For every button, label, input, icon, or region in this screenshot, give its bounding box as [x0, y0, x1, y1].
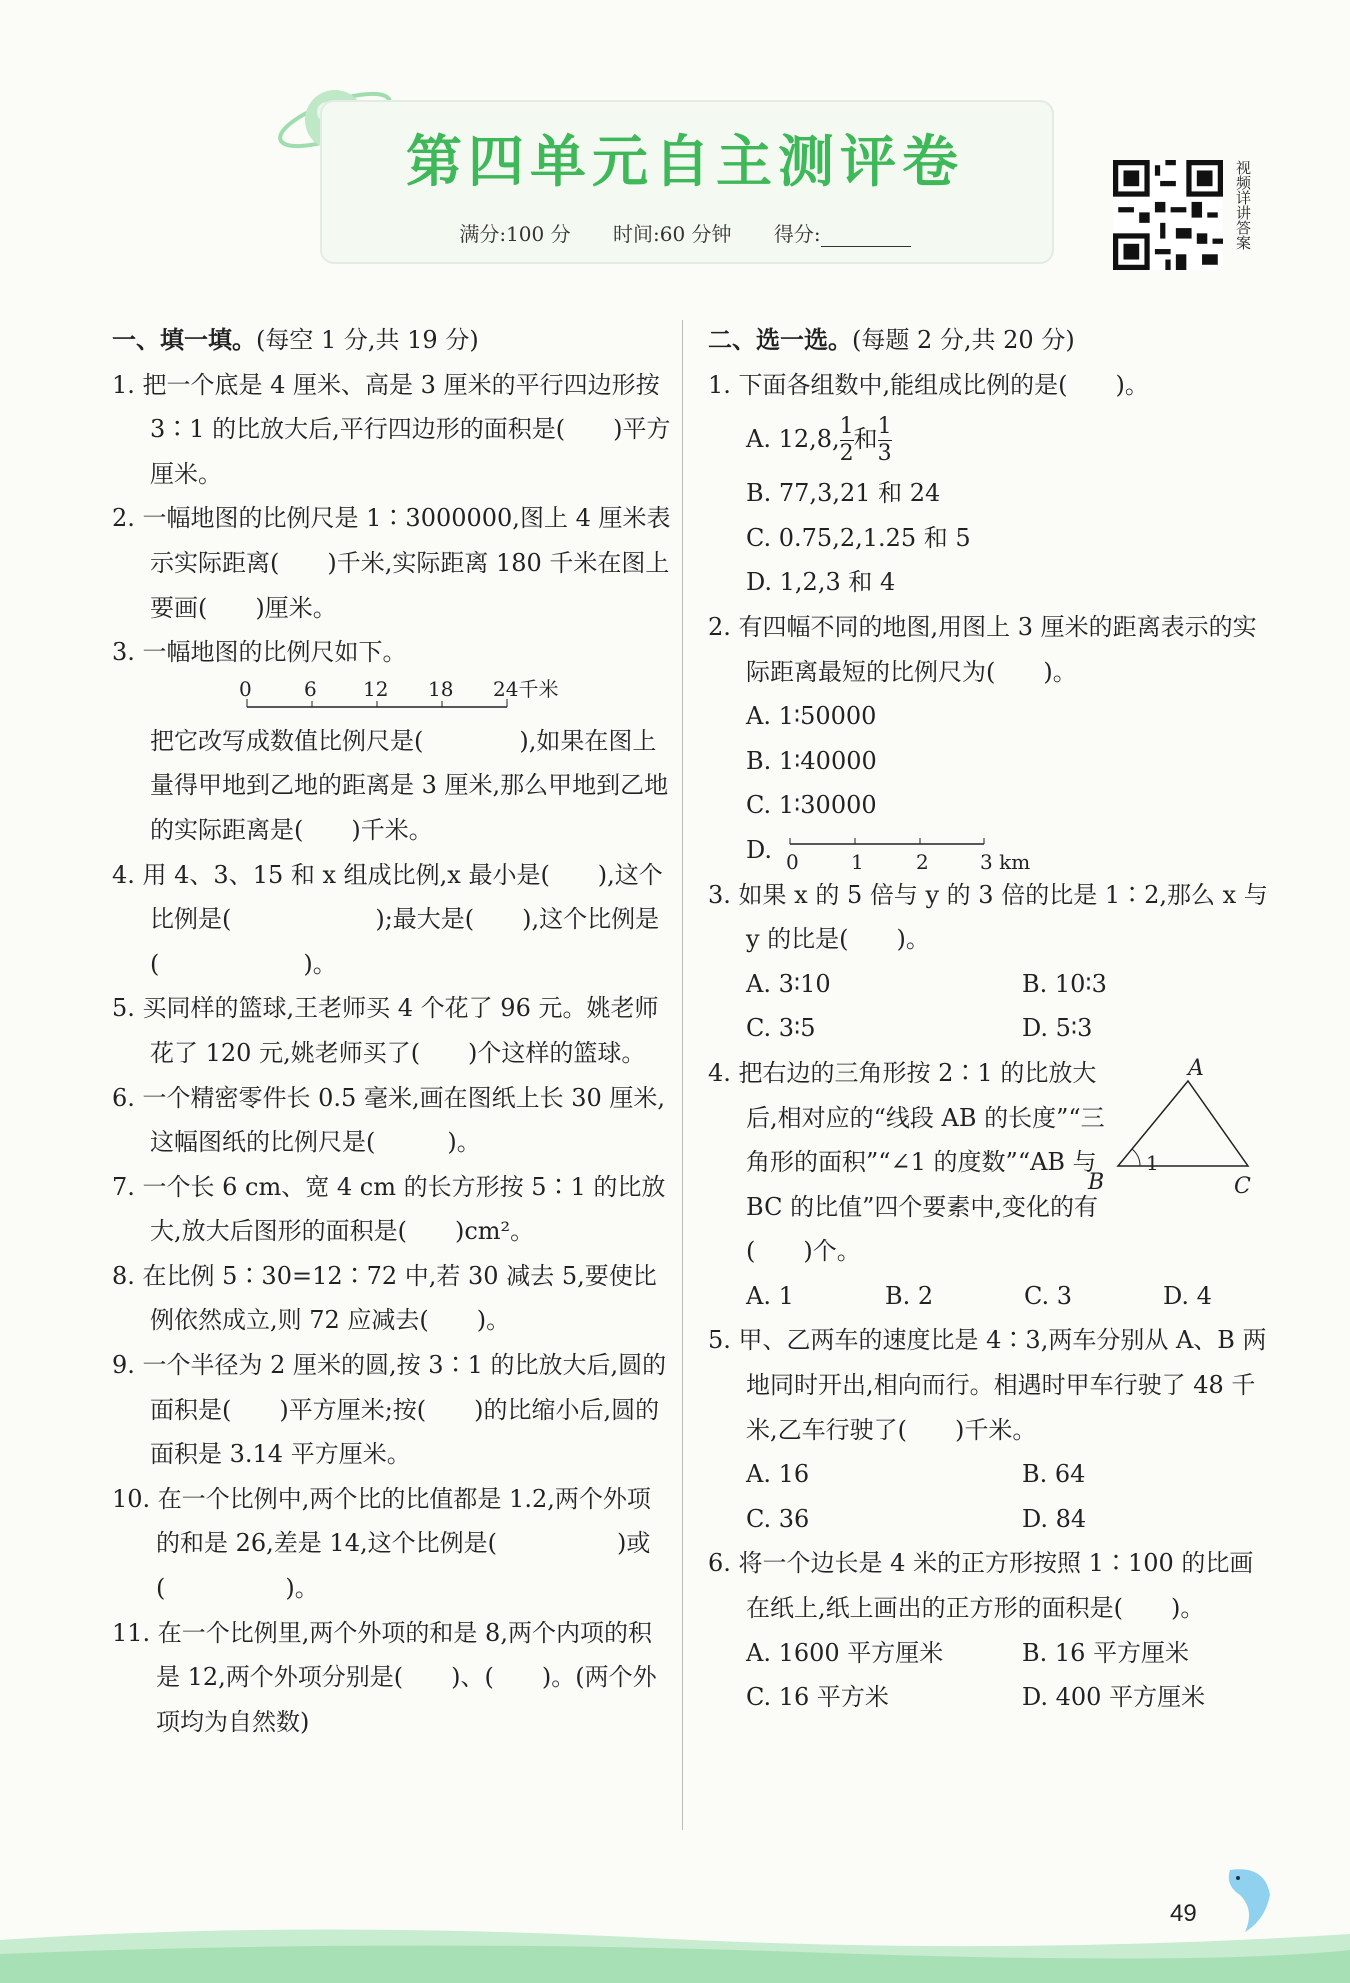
- scale-tick: 18: [428, 676, 454, 701]
- question-1-9: 9. 一个半径为 2 厘米的圆,按 3∶1 的比放大后,圆的面积是( )平方厘米;按( )的比缩小后,圆的面积是 3.14 平方厘米。: [112, 1351, 667, 1469]
- vertex-c: C: [1234, 1173, 1251, 1199]
- full-marks: 满分:100 分: [459, 222, 571, 246]
- question-1-6: 6. 一个精密零件长 0.5 毫米,画在图纸上长 30 厘米,这幅图纸的比例尺是( )。: [112, 1083, 666, 1157]
- options-2-3b: C. 3∶5 D. 5∶3: [746, 1014, 1093, 1043]
- section-fill-in: [112, 318, 672, 1744]
- time-limit: 时间:60 分钟: [612, 222, 732, 246]
- scale-bar: [237, 675, 672, 719]
- question-2-4: 4. 把右边的三角形按 2∶1 的比放大后,相对应的“线段 AB 的长度”“三角形的面积”“∠1 的度数”“AB 与 BC 的比值”四个要素中,变化的有( )个。: [708, 1058, 1105, 1266]
- page-title: 第四单元自主测评卷: [406, 130, 964, 195]
- km-tick: 3 km: [980, 849, 1031, 874]
- option-2-2-c: C. 1∶30000: [746, 791, 877, 820]
- question-1-1: 1. 把一个底是 4 厘米、高是 3 厘米的平行四边形按 3∶1 的比放大后,平行四边形的面积是( )平方厘米。: [112, 370, 671, 488]
- scale-tick: 0: [239, 676, 252, 701]
- question-1-3-cont: 把它改写成数值比例尺是( ),如果在图上量得甲地到乙地的距离是 3 厘米,那么甲地到乙地的实际距离是( )千米。: [150, 726, 669, 844]
- question-1-10: 10. 在一个比例中,两个比的比值都是 1.2,两个外项的和是 26,差是 14,这个比例是( )或( )。: [112, 1484, 651, 1603]
- section-multiple-choice: [708, 318, 1268, 1720]
- section1-heading: 一、填一填。(每空 1 分,共 19 分): [112, 325, 479, 354]
- question-2-3: 3. 如果 x 的 5 倍与 y 的 3 倍的比是 1∶2,那么 x 与 y 的比是( )。: [708, 880, 1268, 954]
- page-number: 49: [1170, 1900, 1197, 1927]
- options-2-6b: C. 16 平方米 D. 400 平方厘米: [746, 1683, 1206, 1712]
- question-1-4: 4. 用 4、3、15 和 x 组成比例,x 最小是( ),这个比例是( );最大是( ),这个比例是( )。: [112, 860, 663, 978]
- options-2-3: A. 3∶10 B. 10∶3: [746, 969, 1107, 998]
- angle-label: 1: [1146, 1150, 1159, 1175]
- option-2-1-c: C. 0.75,2,1.25 和 5: [746, 523, 971, 552]
- qr-label: 视频详讲答案: [1234, 160, 1252, 250]
- question-2-4-wrap: [708, 1051, 1268, 1274]
- question-1-7: 7. 一个长 6 cm、宽 4 cm 的长方形按 5∶1 的比放大,放大后图形的面积是( )cm²。: [112, 1172, 666, 1246]
- question-2-1: 1. 下面各组数中,能组成比例的是( )。: [708, 370, 1149, 399]
- question-2-5: 5. 甲、乙两车的速度比是 4∶3,两车分别从 A、B 两地同时开出,相向而行。相遇时甲车行驶了 48 千米,乙车行驶了( )千米。: [708, 1326, 1267, 1444]
- fraction-third: $\frac{1}{3}$: [877, 414, 892, 467]
- question-2-2: 2. 有四幅不同的地图,用图上 3 厘米的距离表示的实际距离最短的比例尺为( )。: [708, 612, 1257, 686]
- scale-tick: 6: [304, 676, 317, 701]
- scale-bar-km: [784, 830, 1004, 860]
- vertex-a: A: [1188, 1055, 1204, 1081]
- vertex-b: B: [1088, 1169, 1105, 1195]
- question-1-3: 3. 一幅地图的比例尺如下。: [112, 638, 407, 667]
- option-2-1-a: A. 12,8, $\frac{1}{2}$ 和 $\frac{1}{3}$: [746, 414, 892, 467]
- scale-tick: 24千米: [493, 676, 559, 701]
- km-tick: 2: [916, 849, 929, 874]
- question-1-5: 5. 买同样的篮球,王老师买 4 个花了 96 元。姚老师花了 120 元,姚老师买了( )个这样的篮球。: [112, 994, 659, 1067]
- options-2-5: A. 16 B. 64: [746, 1460, 1086, 1489]
- column-divider: [682, 320, 683, 1830]
- option-2-1-b: B. 77,3,21 和 24: [746, 479, 941, 508]
- exam-meta: [320, 218, 1050, 247]
- question-1-2: 2. 一幅地图的比例尺是 1∶3000000,图上 4 厘米表示实际距离( )千米,实际距离 180 千米在图上要画( )厘米。: [112, 504, 671, 622]
- dolphin-icon: [1210, 1860, 1280, 1940]
- option-2-2-a: A. 1∶50000: [746, 702, 877, 731]
- option-2-2-d: D. 0 1 2 3 km: [708, 828, 1268, 873]
- options-2-4: A. 1 B. 2 C. 3 D. 4: [746, 1281, 1212, 1310]
- question-1-8: 8. 在比例 5∶30=12∶72 中,若 30 减去 5,要使比例依然成立,则 72 应减去( )。: [112, 1261, 657, 1335]
- scale-tick: 12: [363, 676, 389, 701]
- qr-code-icon[interactable]: [1113, 160, 1223, 270]
- options-2-5b: C. 36 D. 84: [746, 1504, 1087, 1533]
- option-2-2-b: B. 1∶40000: [746, 746, 877, 775]
- score-field: 得分:: [774, 222, 911, 246]
- bottom-wave-decoration: [0, 1920, 1350, 1983]
- question-1-11: 11. 在一个比例里,两个外项的和是 8,两个内项的积是 12,两个外项分别是( )、( )。(两个外项均为自然数): [112, 1618, 657, 1736]
- option-2-1-d: D. 1,2,3 和 4: [746, 568, 896, 597]
- question-2-6: 6. 将一个边长是 4 米的正方形按照 1∶100 的比画在纸上,纸上画出的正方形的面积是( )。: [708, 1549, 1254, 1623]
- km-tick: 1: [851, 849, 864, 874]
- fraction-half: $\frac{1}{2}$: [839, 414, 854, 467]
- section2-heading: 二、选一选。(每题 2 分,共 20 分): [708, 325, 1075, 354]
- options-2-6: A. 1600 平方厘米 B. 16 平方厘米: [746, 1638, 1190, 1667]
- km-tick: 0: [786, 849, 799, 874]
